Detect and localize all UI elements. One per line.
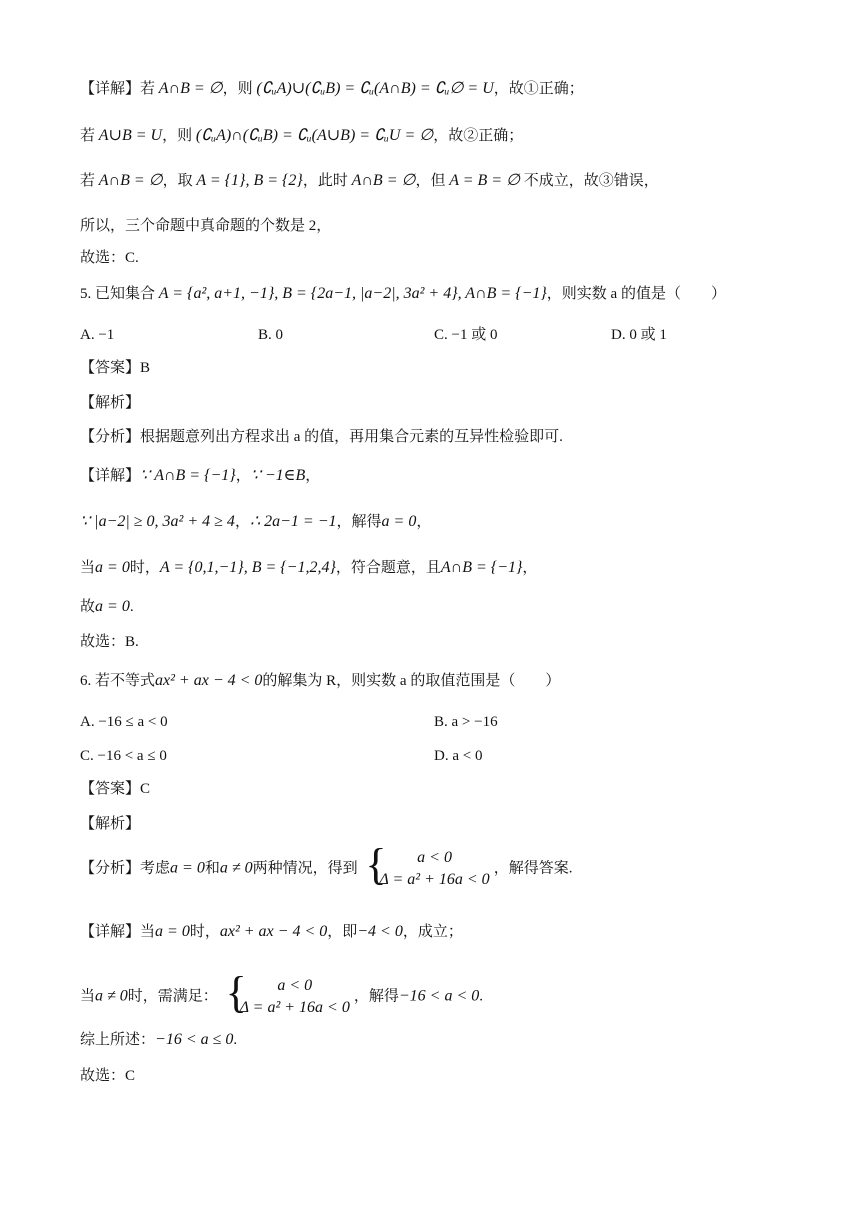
math-expr: ∵ −1∈B [250,467,306,484]
label-analysis: 【分析】 [80,860,141,877]
question-5-select: 故选：B. [80,634,139,650]
text: 5. 已知集合 [80,286,156,302]
math-expr: A∩B = ∅ [351,172,416,189]
text: 若 [80,128,96,144]
text: 当 [80,560,96,576]
math-expr: a = 0 [155,923,190,940]
question-6-option-c: C. −16 < a ≤ 0 [80,748,167,764]
math-expr: A∩B = {−1} [440,559,523,576]
system-row: Δ = a² + 16a < 0 [239,999,350,1016]
text: ， [305,468,321,484]
math-expr: −16 < a ≤ 0 [155,1031,234,1048]
text: . [129,599,134,615]
text: ， [416,514,432,530]
detail-line-3 [80,171,659,191]
text: 故 [80,599,96,615]
question-5-option-a: A. −1 [80,327,115,343]
math-expr: A∩B = ∅ [98,172,163,189]
label-detail: 【详解】 [80,81,141,97]
text: ，故②正确； [433,128,524,144]
question-5-option-b: B. 0 [258,327,284,343]
question-6-answer: 【答案】C [80,781,151,797]
system-row: Δ = a² + 16a < 0 [379,871,490,888]
question-5-stem [80,284,726,304]
question-6-summary [80,1030,237,1050]
math-expr: A = {0,1,−1}, B = {−1,2,4} [159,559,336,576]
question-5-answer: 【答案】B [80,360,151,376]
question-5-option-d: D. 0 或 1 [611,327,667,343]
math-expr: A∩B = ∅ [158,80,223,97]
text: ， [522,560,538,576]
math-expr: −16 < a < 0 [398,987,480,1005]
label-detail: 【详解】 [80,924,141,940]
math-expr: ∴ 2a−1 = −1 [249,513,337,530]
text: ，则 [162,128,193,144]
system-row: a < 0 [277,977,313,994]
text: ，解得 [336,514,382,530]
text: ， [234,514,250,530]
detail-line-2 [80,126,523,146]
text: ，但 [415,173,446,189]
question-5-detail-1 [80,466,320,486]
label-detail: 【详解】 [80,468,141,484]
text: 不成立，故③错误， [523,173,659,189]
text: ，故①正确； [493,81,584,97]
math-expr: a = 0 [95,598,130,615]
detail-line-1 [80,79,584,99]
text: 考虑 [140,860,171,877]
math-expr: a ≠ 0 [219,859,253,877]
text: . [233,1032,238,1048]
question-6-analysis-title: 【解析】 [80,816,141,832]
question-6-stem [80,671,560,691]
math-expr: a = 0 [170,859,205,877]
answer-select-line: 故选：C. [80,250,139,266]
question-6-select: 故选：C [80,1068,136,1084]
text: 综上所述： [80,1032,156,1048]
math-expr: A = {a², a+1, −1}, B = {2a−1, |a−2|, 3a² + 4}, A∩B = {−1} [158,285,547,302]
math-expr: A = B = ∅ [449,172,520,189]
brace-icon: { [225,968,247,1017]
question-6-analysis [80,840,573,891]
text: 根据题意列出方程求出 a 的值，再用集合元素的互异性检验即可. [140,429,563,445]
math-expr: (∁ᵤA)∩(∁ᵤB) = ∁ᵤ(A∪B) = ∁ᵤU = ∅ [195,127,434,144]
text: 若 [80,173,96,189]
conclusion-line: 所以，三个命题中真命题的个数是 2， [80,218,332,234]
math-expr: ∵ |a−2| ≥ 0, 3a² + 4 ≥ 4 [80,513,235,530]
question-6-option-a: A. −16 ≤ a < 0 [80,714,168,730]
text: ，即 [327,924,358,940]
question-5-detail-3 [80,558,537,578]
question-5-analysis [80,427,563,447]
text: ，则实数 a 的值是（ ） [546,286,726,302]
text: ，解得 [353,988,399,1005]
inequality-system [365,840,490,891]
text: 时， [129,560,160,576]
system-row: a < 0 [417,849,452,866]
text: 若 [140,81,156,97]
question-5-detail-4 [80,597,134,617]
math-expr: ∵ A∩B = {−1} [140,467,236,484]
text: ，成立； [402,924,463,940]
text: 的解集为 R，则实数 a 的取值范围是（ ） [262,673,561,689]
text: ， [235,468,251,484]
text: ，解得答案. [493,860,573,877]
question-6-detail-1 [80,922,463,942]
math-expr: A∪B = U [98,127,163,144]
text: 当 [140,924,156,940]
text: ，符合题意，且 [335,560,441,576]
brace-icon: { [365,840,387,889]
question-6-detail-2 [80,968,484,1019]
text: 时，需满足： [127,988,218,1005]
text: ，则 [222,81,253,97]
math-expr: a ≠ 0 [95,987,128,1005]
question-5-option-c: C. −1 或 0 [434,327,498,343]
question-5-analysis-title: 【解析】 [80,395,141,411]
text: ，取 [162,173,193,189]
text: 和 [204,860,220,877]
math-expr: a = 0 [95,559,130,576]
text: ，此时 [302,173,348,189]
math-expr: a = 0 [381,513,417,530]
label-analysis: 【分析】 [80,429,141,445]
question-6-option-b: B. a > −16 [434,714,498,730]
inequality-system [225,968,350,1019]
math-expr: A = {1}, B = {2} [196,172,303,189]
math-expr: ax² + ax − 4 < 0 [219,923,328,940]
text: 两种情况，得到 [252,860,358,877]
text: 6. 若不等式 [80,673,156,689]
math-expr: ax² + ax − 4 < 0 [155,672,263,689]
math-expr: −4 < 0 [357,923,403,940]
math-expr: (∁ᵤA)∪(∁ᵤB) = ∁ᵤ(A∩B) = ∁ᵤ∅ = U [256,80,494,97]
text: 当 [80,988,96,1005]
question-6-option-d: D. a < 0 [434,748,483,764]
text: 时， [189,924,220,940]
question-5-detail-2 [80,512,431,532]
text: . [479,988,484,1005]
